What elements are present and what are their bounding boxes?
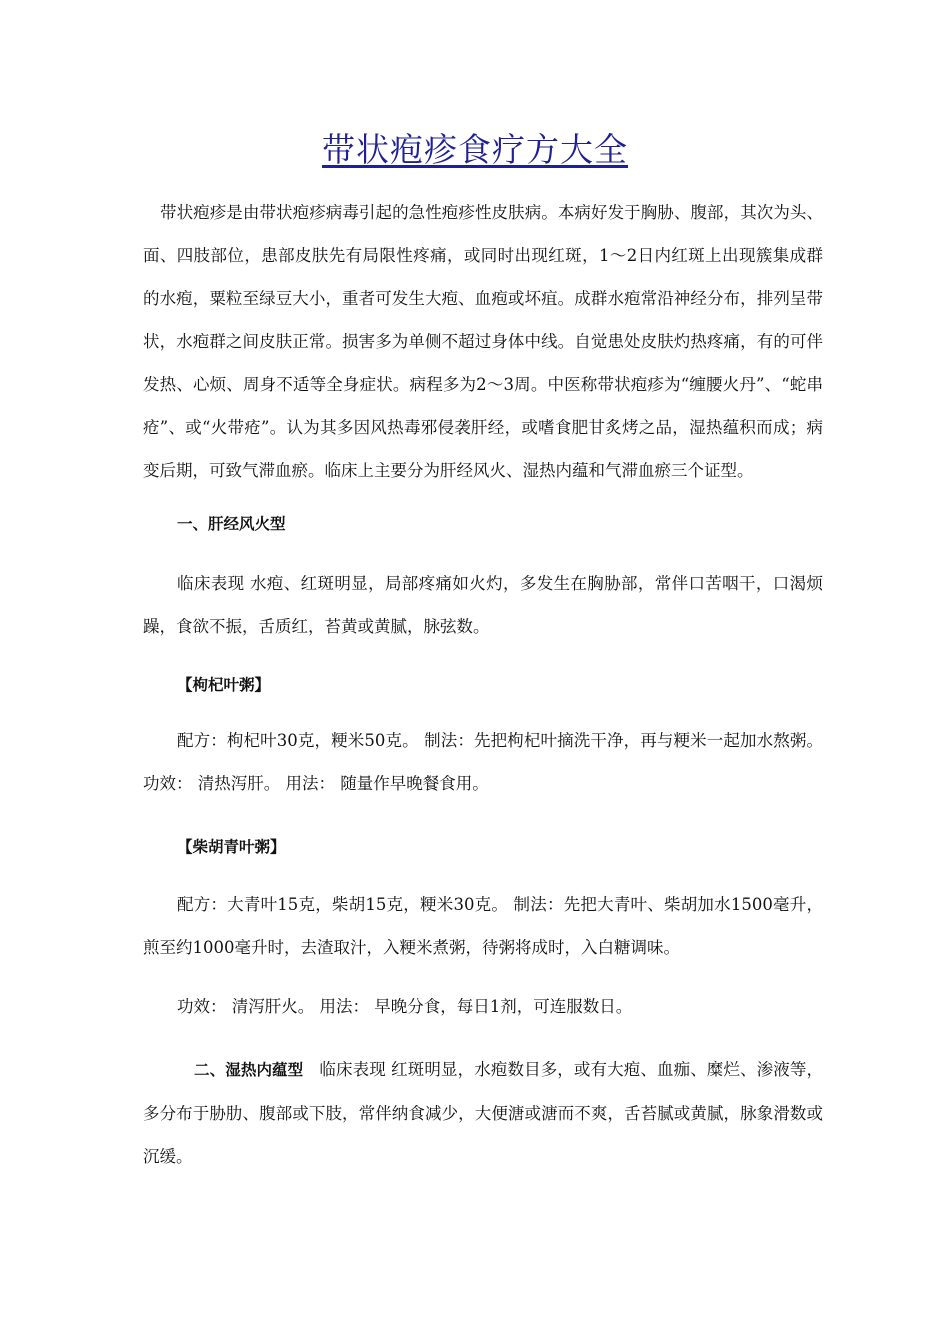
recipe1-text: 配方：枸杞叶30克，粳米50克。 制法：先把枸杞叶摘洗干净，再与粳米一起加水熬粥。 功效： 清热泻肝。 用法： 随量作早晚餐食用。 [143,731,823,793]
section2-clinical: 临床表现 红斑明显，水疱数目多，或有大疱、血痂、糜烂、渗液等，多分布于胁肋、腹部或下肢，常伴纳食减少，大便溏或溏而不爽，舌苔腻或黄腻，脉象滑数或沉缓。 [143,1060,823,1166]
section1-heading: 一、肝经风火型 [177,515,286,533]
recipe1-name: 【枸杞叶粥】 [177,676,271,694]
section2-heading: 二、湿热内蕴型 [194,1061,304,1079]
recipe2-text: 配方：大青叶15克，柴胡15克，粳米30克。 制法：先把大青叶、柴胡加水1500毫升，煎至约1000毫升时，去渣取汁，入粳米煮粥，待粥将成时，入白糖调味。 [143,895,823,957]
intro-paragraph: 带状疱疹是由带状疱疹病毒引起的急性疱疹性皮肤病。本病好发于胸胁、腹部，其次为头、面、四肢部位，患部皮肤先有局限性疼痛，或同时出现红斑，1～2日内红斑上出现簇集成群的水疱，粟粒至绿豆大小，重者可发生大疱、血疱或坏疽。成群水疱常沿神经分布，排列呈带状，水疱群之间皮肤正常。损害多为单侧不超过身体中线。自觉患处皮肤灼热疼痛，有的可伴发热、心烦、周身不适等全身症状。病程多为2～3周。中医称带状疱疹为“缠腰火丹”、“蛇串疮”、或“火带疮”。认为其多因风热毒邪侵袭肝经，或嗜食肥甘炙烤之品，湿热蕴积而成；病变后期，可致气滞血瘀。临床上主要分为肝经风火、湿热内蕴和气滞血瘀三个证型。 [143,203,823,480]
recipe2-effect: 功效： 清泻肝火。 用法： 早晚分食，每日1剂，可连服数日。 [177,997,633,1016]
page-title: 带状疱疹食疗方大全 [322,130,628,169]
section1-clinical: 临床表现 水疱、红斑明显，局部疼痛如火灼，多发生在胸胁部，常伴口苦咽干，口渴烦躁，食欲不振，舌质红，苔黄或黄腻，脉弦数。 [143,574,823,636]
section2-paragraph [143,1048,823,1178]
recipe2-name: 【柴胡青叶粥】 [177,838,286,856]
